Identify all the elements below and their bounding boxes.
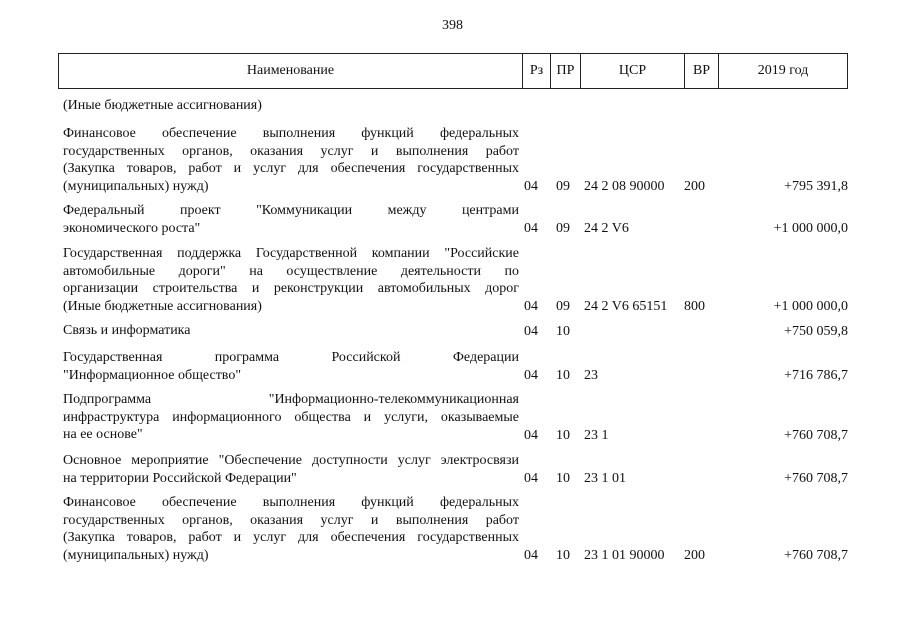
cell-amount: +750 059,8 (784, 323, 848, 339)
cell-pr: 09 (556, 220, 570, 236)
row-name: Государственная поддержка Государственной компании "Российские автомобильные дороги" на осуществление деятельности по организации строительства и реконструкции автомобильных дорог (Иные бюджетные ассигнования) (63, 246, 519, 314)
cell-pr: 10 (556, 367, 570, 383)
cell-csr: 24 2 V6 65151 (584, 298, 668, 314)
column-header-vr: ВР (685, 54, 719, 88)
cell-pr: 10 (556, 427, 570, 443)
column-header-pr: ПР (551, 54, 581, 88)
table-row (63, 202, 848, 237)
cell-rz: 04 (524, 427, 538, 443)
table-header (58, 53, 848, 89)
cell-csr: 24 2 08 90000 (584, 178, 665, 194)
cell-amount: +760 708,7 (784, 547, 848, 563)
table-row (63, 97, 848, 115)
row-name: Федеральный проект "Коммуникации между центрами экономического роста" (63, 203, 519, 236)
row-values (63, 298, 848, 316)
row-values (63, 220, 848, 238)
table-row (63, 245, 848, 315)
cell-amount: +716 786,7 (784, 367, 848, 383)
cell-rz: 04 (524, 470, 538, 486)
cell-csr: 23 (584, 367, 598, 383)
cell-rz: 04 (524, 547, 538, 563)
cell-csr: 23 1 (584, 427, 609, 443)
row-values (63, 367, 848, 385)
cell-vr: 200 (684, 178, 705, 194)
table-row (63, 391, 848, 444)
column-header-name: Наименование (59, 54, 523, 88)
cell-amount: +1 000 000,0 (773, 298, 848, 314)
column-header-csr: ЦСР (581, 54, 685, 88)
cell-pr: 09 (556, 298, 570, 314)
cell-rz: 04 (524, 220, 538, 236)
cell-csr: 23 1 01 90000 (584, 547, 665, 563)
cell-csr: 23 1 01 (584, 470, 626, 486)
row-name: Финансовое обеспечение выполнения функций федеральных государственных органов, оказания услуг и выполнения работ (Закупка товаров, работ и услуг для обеспечения государственных (муниципальных) нужд) (63, 126, 519, 194)
cell-amount: +760 708,7 (784, 427, 848, 443)
table-row (63, 322, 848, 340)
cell-pr: 09 (556, 178, 570, 194)
column-header-year: 2019 год (757, 63, 809, 78)
cell-pr: 10 (556, 470, 570, 486)
row-name: Финансовое обеспечение выполнения функций федеральных государственных органов, оказания услуг и выполнения работ (Закупка товаров, работ и услуг для обеспечения государственных (муниципальных) нужд) (63, 495, 519, 563)
cell-amount: +760 708,7 (784, 470, 848, 486)
row-values (63, 323, 848, 341)
row-name: Связь и информатика (63, 323, 191, 338)
row-name: (Иные бюджетные ассигнования) (63, 98, 262, 113)
row-name: Основное мероприятие "Обеспечение доступности услуг электросвязи на территории Российской Федерации" (63, 453, 519, 486)
cell-rz: 04 (524, 367, 538, 383)
cell-amount: +1 000 000,0 (773, 220, 848, 236)
cell-vr: 200 (684, 547, 705, 563)
cell-pr: 10 (556, 547, 570, 563)
cell-rz: 04 (524, 323, 538, 339)
cell-csr: 24 2 V6 (584, 220, 629, 236)
row-values (63, 427, 848, 445)
row-values (63, 470, 848, 488)
row-values (63, 547, 848, 565)
row-name: Государственная программа Российской Федерации "Информационное общество" (63, 350, 519, 383)
cell-amount: +795 391,8 (784, 178, 848, 194)
row-name: Подпрограмма "Информационно-телекоммуникационная инфраструктура информационного общества и услуги, оказываемые на ее основе" (63, 392, 519, 442)
cell-pr: 10 (556, 323, 570, 339)
cell-rz: 04 (524, 298, 538, 314)
table-row (63, 452, 848, 487)
row-values (63, 178, 848, 196)
table-row (63, 349, 848, 384)
table-row (63, 494, 848, 564)
table-row (63, 125, 848, 195)
cell-rz: 04 (524, 178, 538, 194)
page-number: 398 (442, 18, 463, 33)
column-header-rz: Рз (523, 54, 551, 88)
cell-vr: 800 (684, 298, 705, 314)
